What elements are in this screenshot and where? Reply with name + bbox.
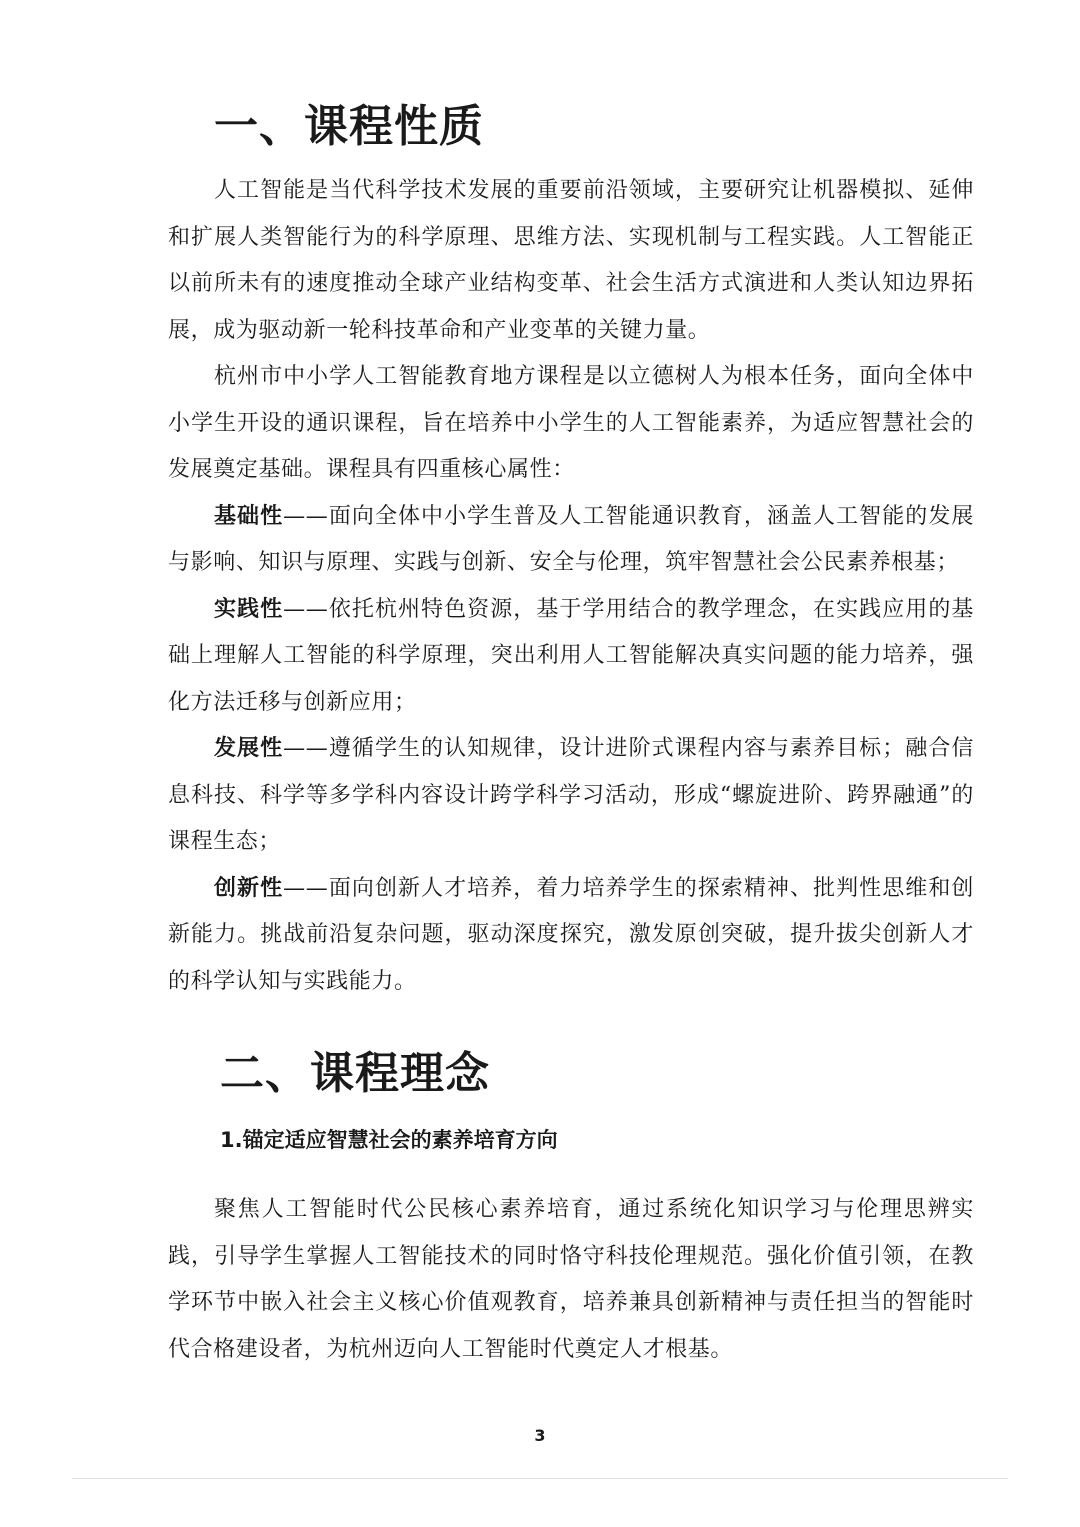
- attribute-foundational: [168, 494, 974, 587]
- attribute-dash: ——: [283, 875, 329, 901]
- subsection-title-literacy-direction: 1.锚定适应智慧社会的素养培育方向: [220, 1128, 558, 1152]
- paragraph-course-purpose: 杭州市中小学人工智能教育地方课程是以立德树人为根本任务，面向全体中小学生开设的通识课程，旨在培养中小学生的人工智能素养，为适应智慧社会的发展奠定基础。课程具有四重核心属性：: [168, 364, 974, 482]
- attribute-text: 面向创新人才培养，着力培养学生的探索精神、批判性思维和创新能力。挑战前沿复杂问题，驱动深度探究，激发原创突破，提升拔尖创新人才的科学认知与实践能力。: [168, 875, 974, 994]
- attribute-term: 基础性: [214, 503, 284, 529]
- attribute-dash: ——: [283, 503, 329, 529]
- paragraph-ai-intro: 人工智能是当代科学技术发展的重要前沿领域，主要研究让机器模拟、延伸和扩展人类智能行为的科学原理、思维方法、实现机制与工程实践。人工智能正以前所未有的速度推动全球产业结构变革、社会生活方式演进和人类认知边界拓展，成为驱动新一轮科技革命和产业变革的关键力量。: [168, 178, 974, 343]
- attribute-innovative: [168, 866, 974, 1006]
- page-bottom-edge: [72, 1478, 1008, 1479]
- section-title-course-nature: 一、课程性质: [214, 101, 484, 152]
- attribute-term: 发展性: [214, 736, 284, 761]
- attribute-dash: ——: [283, 596, 329, 622]
- attribute-text: 面向全体中小学生普及人工智能通识教育，涵盖人工智能的发展与影响、知识与原理、实践与创新、安全与伦理，筑牢智慧社会公民素养根基；: [168, 503, 974, 575]
- attribute-developmental: [168, 726, 974, 866]
- attribute-term: 创新性: [214, 875, 284, 901]
- attribute-dash: ——: [283, 736, 329, 761]
- page-content: [168, 96, 974, 1373]
- attribute-practical: [168, 587, 974, 727]
- paragraph-literacy-cultivation: 聚焦人工智能时代公民核心素养培育，通过系统化知识学习与伦理思辨实践，引导学生掌握人工智能技术的同时恪守科技伦理规范。强化价值引领，在教学环节中嵌入社会主义核心价值观教育，培养兼具创新精神与责任担当的智能时代合格建设者，为杭州迈向人工智能时代奠定人才根基。: [168, 1197, 974, 1362]
- section-title-course-philosophy: 二、课程理念: [220, 1048, 490, 1099]
- attribute-text: 遵循学生的认知规律，设计进阶式课程内容与素养目标；融合信息科技、科学等多学科内容设计跨学科学习活动，形成“螺旋进阶、跨界融通”的课程生态；: [168, 736, 974, 854]
- attribute-term: 实践性: [214, 596, 284, 622]
- page-number: 3: [534, 1426, 546, 1445]
- attribute-text: 依托杭州特色资源，基于学用结合的教学理念，在实践应用的基础上理解人工智能的科学原理，突出利用人工智能解决真实问题的能力培养，强化方法迁移与创新应用；: [168, 596, 974, 715]
